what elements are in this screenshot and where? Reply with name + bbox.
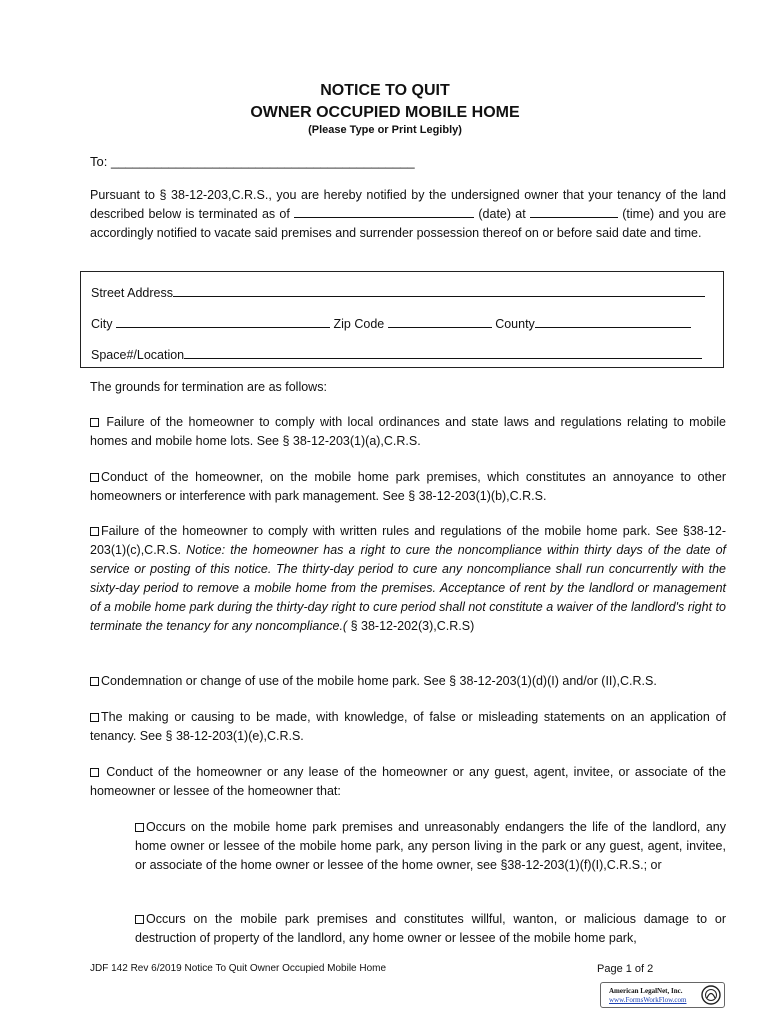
zip-field[interactable] (388, 315, 492, 328)
publisher-name: American LegalNet, Inc. (609, 987, 683, 995)
date-blank[interactable] (294, 205, 474, 218)
ground-item-5 (90, 708, 726, 746)
time-blank[interactable] (530, 205, 618, 218)
ground-6b-checkbox[interactable] (135, 915, 144, 924)
publisher-logo (600, 982, 725, 1008)
ground-4-text: Condemnation or change of use of the mobile home park. See § 38-12-203(1)(d)(I) and/or (II),C.R.S. (101, 674, 657, 688)
intro-paragraph (90, 186, 726, 243)
ground-3-citation: § 38-12-202(3),C.R.S) (350, 619, 475, 633)
zip-label: Zip Code (333, 317, 385, 331)
ground-5-checkbox[interactable] (90, 713, 99, 722)
ground-5-text: The making or causing to be made, with knowledge, of false or misleading statements on an application of tenancy. See § 38-12-203(1)(e),C.R.S. (90, 710, 726, 743)
ground-2-text: Conduct of the homeowner, on the mobile home park premises, which constitutes an annoyance to other homeowners or interference with park management. See § 38-12-203(1)(b),C.R.S. (90, 470, 726, 503)
address-box (80, 271, 724, 368)
space-label: Space#/Location (91, 348, 185, 362)
ground-6-text: Conduct of the homeowner or any lease of the homeowner or any guest, agent, invitee, or associate of the homeowner or lessee of the homeowner that: (90, 765, 726, 798)
ground-6b-text: Occurs on the mobile park premises and constitutes willful, wanton, or malicious damage to or destruction of property of the landlord, any home owner or lessee of the mobile home park, (135, 912, 726, 945)
city-field[interactable] (116, 315, 330, 328)
ground-item-4 (90, 672, 726, 691)
publisher-link[interactable]: www.FormsWorkFlow.com (609, 996, 687, 1004)
street-label: Street Address (91, 286, 173, 300)
ground-item-2 (90, 468, 726, 506)
ground-item-6a (135, 818, 726, 875)
ground-2-checkbox[interactable] (90, 473, 99, 482)
city-row (91, 315, 691, 331)
ground-item-1 (90, 413, 726, 451)
ground-item-6 (90, 763, 726, 801)
ground-3-notice: Notice: the homeowner has a right to cure the noncompliance within thirty days of the date of service or posting of this notice. The thirty-day period to cure any noncompliance shall run concurrently with the sixty-day period to remove a mobile home from the premises. Acceptance of rent by the landlord or management of a mobile home park during the thirty-day right to cure period shall not constitute a waiver of the landlord's right to terminate the tenancy for any noncompliance.( (90, 543, 726, 633)
ground-6-checkbox[interactable] (90, 768, 99, 777)
to-field[interactable] (90, 154, 415, 169)
ground-3-checkbox[interactable] (90, 527, 99, 536)
intro-text-1: Pursuant to § 38-12-203,C.R.S., you are hereby notified by the undersigned owner that your tenancy of the land described below is terminated as of (90, 188, 726, 221)
grounds-intro: The grounds for termination are as follows: (90, 380, 327, 394)
ground-4-checkbox[interactable] (90, 677, 99, 686)
ground-1-checkbox[interactable] (90, 418, 99, 427)
ground-item-3 (90, 522, 726, 636)
ground-6a-text: Occurs on the mobile home park premises and unreasonably endangers the life of the landlord, any home owner or lessee of the mobile home park, any person living in the park or any guest, agent, invitee, or associate of the home owner or lessee of the home owner, see §38-12-203(1)(f)(I),C.R.S.; or (135, 820, 726, 872)
page-number: Page 1 of 2 (597, 963, 654, 975)
date-label: (date) at (478, 207, 526, 221)
ground-item-6b (135, 910, 726, 948)
city-label: City (91, 317, 113, 331)
form-footer-id: JDF 142 Rev 6/2019 Notice To Quit Owner Occupied Mobile Home (90, 963, 387, 974)
space-row (91, 346, 702, 362)
street-address-field[interactable] (173, 284, 705, 297)
to-label: To: (90, 154, 108, 169)
intro-text-2: (time) and you are accordingly notified to vacate said premises and surrender possession thereof on or before said date and time. (90, 207, 727, 240)
county-label: County (495, 317, 535, 331)
form-title: NOTICE TO QUIT (320, 82, 450, 99)
ground-3-text: Failure of the homeowner to comply with written rules and regulations of the mobile home park. See §38-12-203(1)(c),C.R.S. (90, 524, 726, 557)
form-subtitle-title: OWNER OCCUPIED MOBILE HOME (250, 104, 520, 121)
form-instruction: (Please Type or Print Legibly) (308, 124, 462, 136)
to-blank[interactable]: __________________________________________ (110, 154, 415, 169)
space-location-field[interactable] (184, 346, 702, 359)
street-row (91, 284, 705, 300)
ground-6a-checkbox[interactable] (135, 823, 144, 832)
seal-icon (701, 985, 721, 1005)
ground-1-text: Failure of the homeowner to comply with local ordinances and state laws and regulations relating to mobile homes and mobile home lots. See § 38-12-203(1)(a),C.R.S. (90, 415, 726, 448)
county-field[interactable] (535, 315, 691, 328)
